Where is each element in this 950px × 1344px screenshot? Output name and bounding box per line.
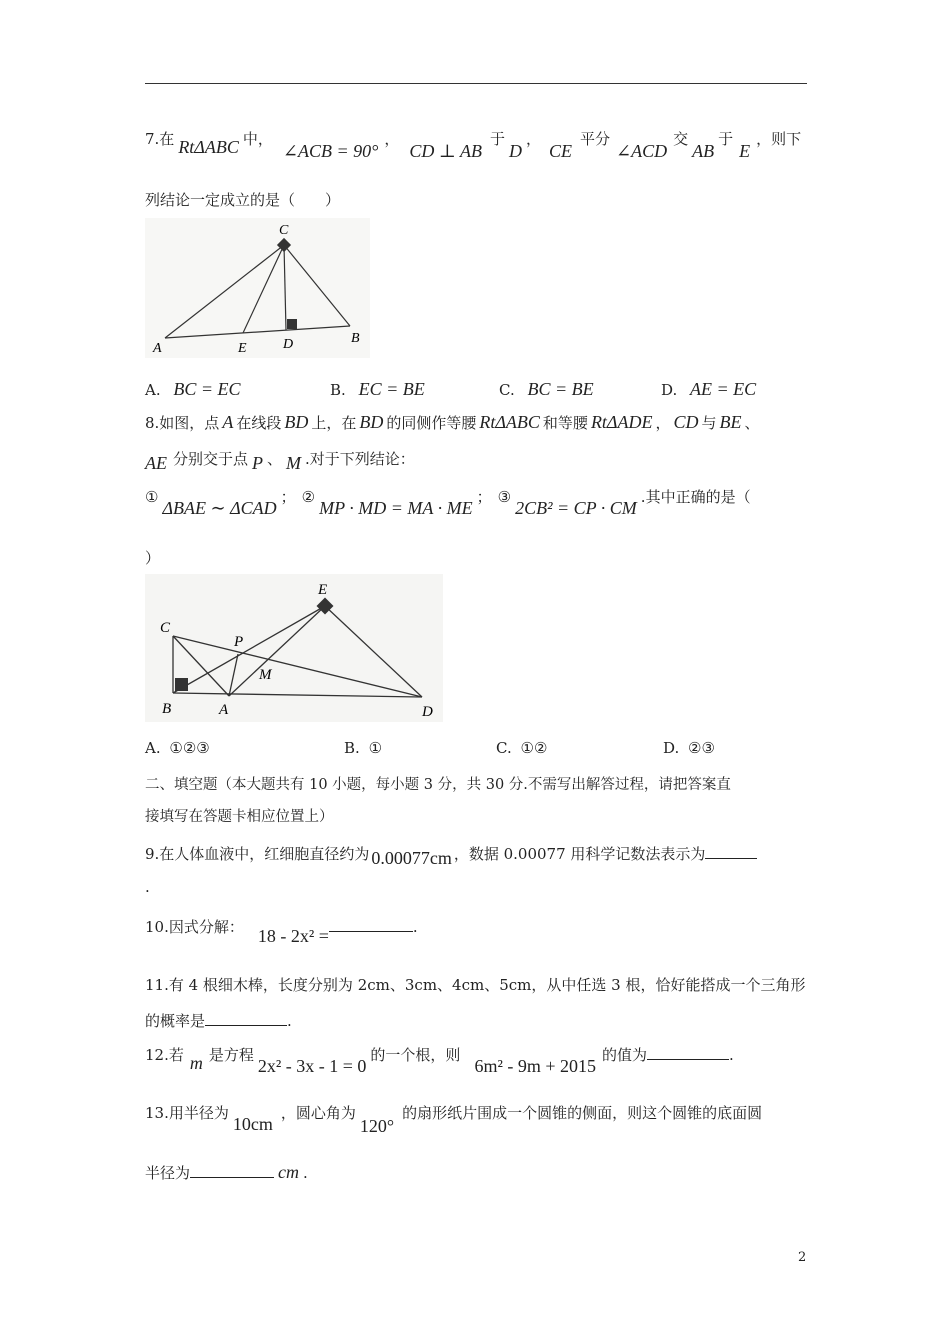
q8-line2: AE 分别交于点 P 、 M .对于下列结论： bbox=[145, 450, 415, 473]
q13-line1: 13.用半径为10cm，圆心角为120°的扇形纸片围成一个圆锥的侧面，则这个圆锥的底面圆 bbox=[145, 1104, 763, 1136]
q7-option-a: A. BC = EC bbox=[145, 379, 241, 399]
q7-option-d: D. AE = EC bbox=[661, 379, 757, 399]
q8-line3: ①ΔBAE ∼ ΔCAD； ②MP · MD = MA · ME； ③2CB² = CP · CM.其中正确的是（ bbox=[145, 488, 751, 518]
section2-heading-line1: 二、填空题（本大题共有 10 小题，每小题 3 分，共 30 分.不需写出解答过程，请把答案直 bbox=[145, 777, 731, 793]
label-m: M bbox=[259, 667, 272, 683]
figure-background bbox=[145, 574, 443, 722]
right-angle-mark-d bbox=[287, 319, 297, 329]
label-e: E bbox=[238, 341, 247, 356]
label-a: A bbox=[153, 341, 162, 356]
label-a: A bbox=[219, 702, 229, 718]
q8-option-b: B. ① bbox=[344, 739, 383, 757]
label-b: B bbox=[351, 331, 360, 346]
q11-line1: 11.有 4 根细木棒，长度分别为 2cm、3cm、4cm、5cm，从中任选 3 根，恰好能搭成一个三角形 bbox=[145, 976, 806, 994]
q11-line2: 的概率是 . bbox=[145, 1012, 292, 1030]
label-d: D bbox=[422, 704, 433, 720]
q13-answer-blank[interactable] bbox=[190, 1163, 274, 1178]
q8-option-d: D. ②③ bbox=[663, 739, 715, 757]
q8-line4: ） bbox=[145, 549, 161, 567]
label-p: P bbox=[234, 634, 244, 650]
q9-line1: 9.在人体血液中，红细胞直径约为 0.00077cm ，数据 0.00077 用科学记数法表示为 bbox=[145, 843, 757, 864]
q7-line2: 列结论一定成立的是（ ） bbox=[145, 191, 341, 209]
q7-option-c: C. BC = BE bbox=[499, 379, 594, 399]
q11-answer-blank[interactable] bbox=[205, 1011, 287, 1026]
label-c: C bbox=[279, 223, 289, 238]
q10-line: 10.因式分解： 18 - 2x² = . bbox=[145, 918, 418, 946]
q7-line1: 7.在 RtΔABC 中，∠ACB = 90°，CD ⊥ AB于D，CE平分∠ACD交AB于E，则下 bbox=[145, 130, 802, 161]
q8-option-c: C. ①② bbox=[496, 739, 548, 757]
q9-line2: . bbox=[145, 878, 150, 896]
label-b: B bbox=[162, 701, 172, 717]
q9-answer-blank[interactable] bbox=[705, 844, 757, 859]
section2-heading-line2: 接填写在答题卡相应位置上） bbox=[145, 809, 334, 825]
q8-figure bbox=[145, 574, 443, 722]
q8-option-a: A. ①②③ bbox=[145, 739, 210, 757]
label-d: D bbox=[283, 337, 294, 352]
q8-line1: 8.如图，点 A 在线段 BD 上，在 BD 的同侧作等腰 RtΔABC 和等腰 RtΔADE ， CD 与 BE 、 bbox=[145, 412, 760, 432]
q7-option-b: B. EC = BE bbox=[330, 379, 425, 399]
label-e: E bbox=[318, 582, 328, 598]
q13-line2: 半径为 cm . bbox=[145, 1162, 308, 1182]
header-rule bbox=[145, 83, 807, 84]
q12-line: 12.若 m 是方程2x² - 3x - 1 = 0的一个根，则6m² - 9m + 2015的值为 . bbox=[145, 1046, 734, 1076]
right-angle-mark-b bbox=[175, 678, 188, 691]
q7-figure bbox=[145, 218, 370, 358]
q12-answer-blank[interactable] bbox=[647, 1045, 729, 1060]
label-c: C bbox=[160, 620, 171, 636]
q10-answer-blank[interactable] bbox=[329, 917, 413, 932]
page-number: 2 bbox=[798, 1250, 807, 1265]
